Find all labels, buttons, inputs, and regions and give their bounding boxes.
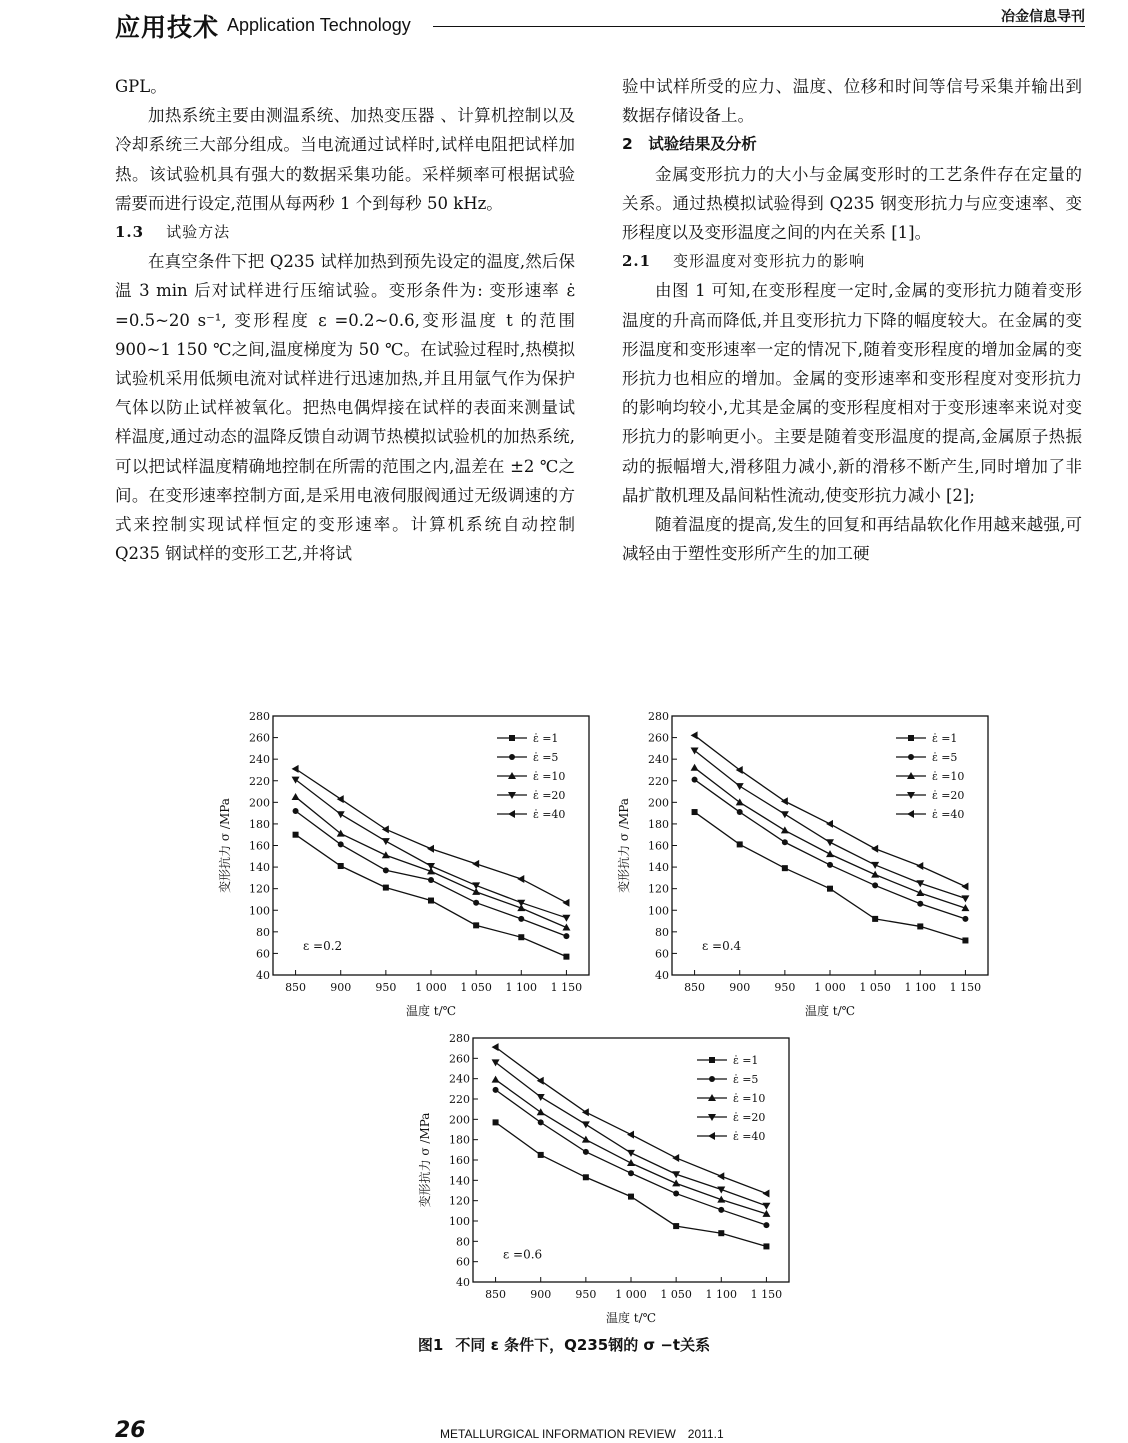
data-point — [827, 862, 833, 868]
data-point — [692, 777, 698, 783]
left-column — [115, 72, 575, 568]
data-point — [628, 1170, 634, 1176]
x-axis-label: 温度 t/℃ — [605, 1311, 657, 1325]
legend-marker — [908, 754, 914, 760]
x-tick-label: 850 — [285, 981, 307, 994]
legend-item — [896, 808, 964, 821]
series-line — [496, 1122, 767, 1246]
y-tick-label: 160 — [648, 839, 669, 853]
y-tick-label: 60 — [256, 947, 270, 961]
x-tick-label: 850 — [485, 1288, 507, 1301]
data-point — [628, 1194, 634, 1200]
data-point — [962, 937, 968, 943]
y-tick-label: 240 — [648, 753, 669, 767]
x-tick-label: 1 000 — [415, 981, 447, 994]
data-point — [961, 883, 968, 891]
data-point — [673, 1223, 679, 1229]
data-point — [826, 839, 834, 846]
page-number: 26 — [115, 1418, 146, 1443]
x-tick-label: 1 000 — [615, 1288, 647, 1301]
subsection-title: 试验方法 — [166, 223, 231, 242]
y-tick-label: 80 — [256, 925, 270, 939]
legend-item — [497, 808, 565, 821]
data-point — [762, 1203, 770, 1210]
y-tick-label: 60 — [655, 947, 669, 961]
data-point — [562, 915, 570, 922]
legend-label: ε̇ =5 — [733, 1073, 759, 1086]
data-point — [826, 850, 834, 857]
y-tick-label: 140 — [648, 861, 669, 875]
data-point — [517, 875, 524, 883]
section-heading-2: 2 试验结果及分析 — [622, 135, 757, 154]
x-tick-label: 1 100 — [505, 981, 538, 994]
data-point — [473, 900, 479, 906]
data-point — [718, 1230, 724, 1236]
subsection-title: 变形温度对变形抗力的影响 — [673, 252, 866, 271]
x-axis-label: 温度 t/℃ — [804, 1004, 856, 1018]
paragraph: 验中试样所受的应力、温度、位移和时间等信号采集并输出到数据存储设备上。 — [622, 77, 1082, 126]
data-point — [492, 1076, 500, 1083]
data-point — [763, 1243, 769, 1249]
x-tick-label: 1 000 — [814, 981, 846, 994]
x-tick-label: 1 150 — [550, 981, 583, 994]
x-axis-label: 温度 t/℃ — [405, 1004, 457, 1018]
paragraph: 金属变形抗力的大小与金属变形时的工艺条件存在定量的关系。通过热模拟试验得到 Q235 钢变形抗力与应变速率、变形程度以及变形温度之间的内在关系 [1]。 — [622, 164, 1082, 243]
figure-label: 图1 — [417, 1336, 444, 1354]
data-point — [627, 1159, 635, 1166]
data-point — [717, 1172, 724, 1180]
y-tick-label: 200 — [449, 1113, 470, 1127]
legend-item — [896, 770, 964, 783]
chart-svg — [614, 710, 994, 1025]
legend-item — [896, 789, 964, 802]
legend-label: ε̇ =1 — [733, 1054, 759, 1067]
paragraph: 加热系统主要由测温系统、加热变压器 、计算机控制以及冷却系统三大部分组成。当电流通过试样时,试样电阻把试样加热。该试验机具有强大的数据采集功能。采样频率可根据试验需要而进行设定,范围从每两秒 1 个到每秒 50 kHz。 — [115, 106, 575, 213]
x-tick-label: 900 — [729, 981, 751, 994]
legend-label: ε̇ =1 — [932, 732, 958, 745]
data-point — [781, 811, 789, 818]
series — [493, 1119, 770, 1249]
figure-caption-text: 不同 ε 条件下，Q235钢的 σ −t关系 — [455, 1336, 711, 1354]
paragraph: 随着温度的提高,发生的回复和再结晶软化作用越来越强,可减轻由于塑性变形所产生的加工硬 — [622, 515, 1082, 564]
legend-label: ε̇ =20 — [733, 1111, 766, 1124]
data-point — [428, 898, 434, 904]
x-tick-label: 1 100 — [904, 981, 937, 994]
chart-svg — [415, 1032, 795, 1332]
paragraph: GPL。 — [115, 77, 167, 96]
data-point — [562, 899, 569, 907]
footer-journal-name: METALLURGICAL INFORMATION REVIEW 2011.1 — [440, 1427, 724, 1441]
data-point — [582, 1121, 590, 1128]
data-point — [583, 1149, 589, 1155]
y-tick-label: 180 — [648, 817, 669, 831]
x-tick-label: 1 050 — [460, 981, 492, 994]
legend-label: ε̇ =40 — [932, 808, 965, 821]
legend-item — [497, 732, 558, 745]
right-column — [622, 72, 1082, 568]
chart-svg — [215, 710, 595, 1025]
legend-item — [697, 1130, 765, 1143]
chart-strain-0-2 — [215, 710, 595, 1025]
y-tick-label: 280 — [449, 1032, 470, 1045]
data-point — [563, 954, 569, 960]
x-tick-label: 1 150 — [949, 981, 982, 994]
data-point — [582, 1136, 590, 1143]
y-tick-label: 40 — [655, 969, 669, 982]
data-point — [293, 832, 299, 838]
y-tick-label: 260 — [249, 731, 270, 745]
legend-item — [697, 1092, 765, 1105]
data-point — [672, 1179, 680, 1186]
y-tick-label: 80 — [655, 925, 669, 939]
data-point — [563, 933, 569, 939]
data-point — [383, 867, 389, 873]
y-axis-label: 变形抗力 σ /MPa — [418, 1112, 432, 1208]
strain-annotation: ε =0.2 — [303, 939, 343, 954]
y-tick-label: 120 — [648, 882, 669, 896]
data-point — [383, 885, 389, 891]
series — [692, 777, 969, 922]
legend-item — [697, 1073, 758, 1086]
legend-item — [497, 770, 565, 783]
y-tick-label: 40 — [256, 969, 270, 982]
data-point — [691, 731, 698, 739]
data-point — [538, 1119, 544, 1125]
legend-label: ε̇ =20 — [533, 789, 566, 802]
data-point — [492, 1043, 499, 1051]
data-point — [518, 916, 524, 922]
data-point — [736, 783, 744, 790]
data-point — [627, 1150, 635, 1157]
data-point — [473, 922, 479, 928]
y-tick-label: 100 — [449, 1215, 470, 1228]
y-tick-label: 160 — [249, 839, 270, 853]
data-point — [382, 838, 390, 845]
chart-strain-0-6 — [415, 1032, 795, 1332]
legend-marker — [907, 810, 914, 818]
data-point — [782, 839, 788, 845]
figure-caption — [0, 1334, 1128, 1355]
journal-name-cn: 冶金信息导刊 — [993, 6, 1085, 26]
data-point — [737, 841, 743, 847]
legend-label: ε̇ =20 — [932, 789, 965, 802]
data-point — [916, 862, 923, 870]
y-tick-label: 160 — [449, 1154, 470, 1167]
x-tick-label: 1 050 — [660, 1288, 692, 1301]
legend-marker — [709, 1057, 715, 1063]
y-tick-label: 260 — [648, 731, 669, 745]
data-point — [382, 825, 389, 833]
y-tick-label: 100 — [249, 904, 270, 918]
chart-strain-0-4 — [614, 710, 994, 1025]
data-point — [961, 895, 969, 902]
x-tick-label: 950 — [774, 981, 796, 994]
data-point — [382, 851, 390, 858]
legend-marker — [508, 810, 515, 818]
x-tick-label: 950 — [575, 1288, 597, 1301]
series-line — [496, 1090, 767, 1225]
header-rule — [433, 26, 1085, 27]
data-point — [827, 886, 833, 892]
legend-marker — [908, 735, 914, 741]
y-tick-label: 180 — [249, 817, 270, 831]
y-tick-label: 280 — [249, 710, 270, 723]
subsection-number: 1.3 — [115, 223, 145, 242]
legend-label: ε̇ =5 — [932, 751, 958, 764]
legend-marker — [509, 754, 515, 760]
data-point — [672, 1154, 679, 1162]
data-point — [691, 764, 699, 771]
legend-label: ε̇ =40 — [533, 808, 566, 821]
data-point — [763, 1222, 769, 1228]
data-point — [538, 1152, 544, 1158]
legend-label: ε̇ =10 — [733, 1092, 766, 1105]
data-point — [871, 845, 878, 853]
y-tick-label: 120 — [249, 882, 270, 896]
data-point — [537, 1108, 545, 1115]
y-tick-label: 180 — [449, 1133, 470, 1147]
y-axis-label: 变形抗力 σ /MPa — [218, 798, 232, 893]
data-point — [337, 811, 345, 818]
data-point — [338, 863, 344, 869]
section-title-en: Application Technology — [227, 15, 411, 35]
data-point — [493, 1087, 499, 1093]
data-point — [293, 808, 299, 814]
data-point — [917, 923, 923, 929]
data-point — [872, 916, 878, 922]
x-tick-label: 1 150 — [750, 1288, 783, 1301]
legend-item — [497, 789, 565, 802]
legend-item — [896, 751, 957, 764]
strain-annotation: ε =0.4 — [702, 939, 742, 954]
data-point — [917, 901, 923, 907]
y-tick-label: 140 — [249, 861, 270, 875]
subsection-heading-2-1 — [622, 247, 1082, 276]
legend-item — [497, 751, 558, 764]
data-point — [292, 793, 300, 800]
subsection-heading-1-3 — [115, 218, 575, 247]
strain-annotation: ε =0.6 — [503, 1247, 543, 1262]
subsection-number: 2.1 — [622, 252, 652, 271]
series-line — [695, 812, 966, 940]
legend-marker — [709, 1076, 715, 1082]
data-point — [518, 934, 524, 940]
y-tick-label: 220 — [249, 774, 270, 788]
paragraph: 由图 1 可知,在变形程度一定时,金属的变形抗力随着变形温度的升高而降低,并且变形抗力下降的幅度较大。在金属的变形温度和变形速率一定的情况下,随着变形程度的增加金属的变形抗力也相应的增加。金属的变形速率和变形程度对变形抗力的影响均较小,尤其是金属的变形程度相对于变形速率来说对变形抗力的影响更小。主要是随着变形温度的提高,金属原子热振动的振幅增大,滑移阻力减小,新的滑移不断产生,同时增加了非晶扩散机理及晶间粘性流动,使变形抗力减小 [2]; — [622, 281, 1082, 505]
data-point — [338, 841, 344, 847]
y-tick-label: 120 — [449, 1194, 470, 1208]
series — [692, 809, 969, 943]
page-header — [115, 6, 1085, 40]
legend-item — [697, 1111, 765, 1124]
y-tick-label: 220 — [449, 1093, 470, 1106]
y-tick-label: 40 — [456, 1276, 470, 1289]
x-tick-label: 950 — [375, 981, 397, 994]
data-point — [962, 916, 968, 922]
data-point — [583, 1174, 589, 1180]
data-point — [871, 871, 879, 878]
x-tick-label: 1 050 — [859, 981, 891, 994]
y-axis-label: 变形抗力 σ /MPa — [617, 798, 631, 893]
legend-label: ε̇ =5 — [533, 751, 559, 764]
data-point — [428, 877, 434, 883]
x-tick-label: 900 — [330, 981, 352, 994]
data-point — [781, 826, 789, 833]
series-line — [695, 780, 966, 919]
y-tick-label: 220 — [648, 774, 669, 788]
data-point — [427, 845, 434, 853]
data-point — [472, 860, 479, 868]
data-point — [292, 765, 299, 773]
series — [292, 765, 570, 907]
data-point — [872, 882, 878, 888]
legend-marker — [708, 1132, 715, 1140]
y-tick-label: 240 — [249, 753, 270, 767]
legend-marker — [509, 735, 515, 741]
y-tick-label: 280 — [648, 710, 669, 723]
y-tick-label: 100 — [648, 904, 669, 918]
y-tick-label: 200 — [249, 796, 270, 810]
series — [292, 793, 571, 931]
y-tick-label: 260 — [449, 1052, 470, 1066]
data-point — [673, 1191, 679, 1197]
x-tick-label: 850 — [684, 981, 706, 994]
section-title-cn: 应用技术 — [115, 13, 220, 42]
data-point — [337, 795, 344, 803]
y-tick-label: 80 — [456, 1235, 470, 1249]
paragraph: 在真空条件下把 Q235 试样加热到预先设定的温度,然后保温 3 min 后对试样进行压缩试验。变形条件为: 变形速率 ε̇ =0.5~20 s⁻¹, 变形程度 ε =0.2~0.6,变形温度 t 的范围 900~1 150 ℃之间,温度梯度为 50 ℃。在试验过程时,热模拟试验机采用低频电流对试样进行迅速加热,并且用氩气作为保护气体以防止试样被氧化。把热电偶焊接在试样的表面来测量试样温度,通过动态的温降反馈自动调节热模拟试验机的加热系统,可以把试样温度精确地控制在所需的范围之内,温差在 ±2 ℃之间。在变形速率控制方面,是采用电液伺服阀通过无级调速的方式来控制实现试样恒定的变形速率。计算机系统自动控制 Q235 钢试样的变形工艺,并将试 — [115, 252, 575, 564]
legend-label: ε̇ =10 — [932, 770, 965, 783]
data-point — [537, 1094, 545, 1101]
legend-item — [697, 1054, 758, 1067]
legend-item — [896, 732, 957, 745]
data-point — [762, 1190, 769, 1198]
y-tick-label: 200 — [648, 796, 669, 810]
y-tick-label: 60 — [456, 1255, 470, 1269]
x-tick-label: 1 100 — [705, 1288, 738, 1301]
data-point — [718, 1207, 724, 1213]
y-tick-label: 240 — [449, 1072, 470, 1086]
legend-label: ε̇ =1 — [533, 732, 559, 745]
data-point — [627, 1131, 634, 1139]
legend-label: ε̇ =10 — [533, 770, 566, 783]
data-point — [826, 820, 833, 828]
x-tick-label: 900 — [530, 1288, 552, 1301]
data-point — [782, 865, 788, 871]
legend-label: ε̇ =40 — [733, 1130, 766, 1143]
data-point — [737, 809, 743, 815]
data-point — [692, 809, 698, 815]
data-point — [493, 1119, 499, 1125]
y-tick-label: 140 — [449, 1174, 470, 1188]
